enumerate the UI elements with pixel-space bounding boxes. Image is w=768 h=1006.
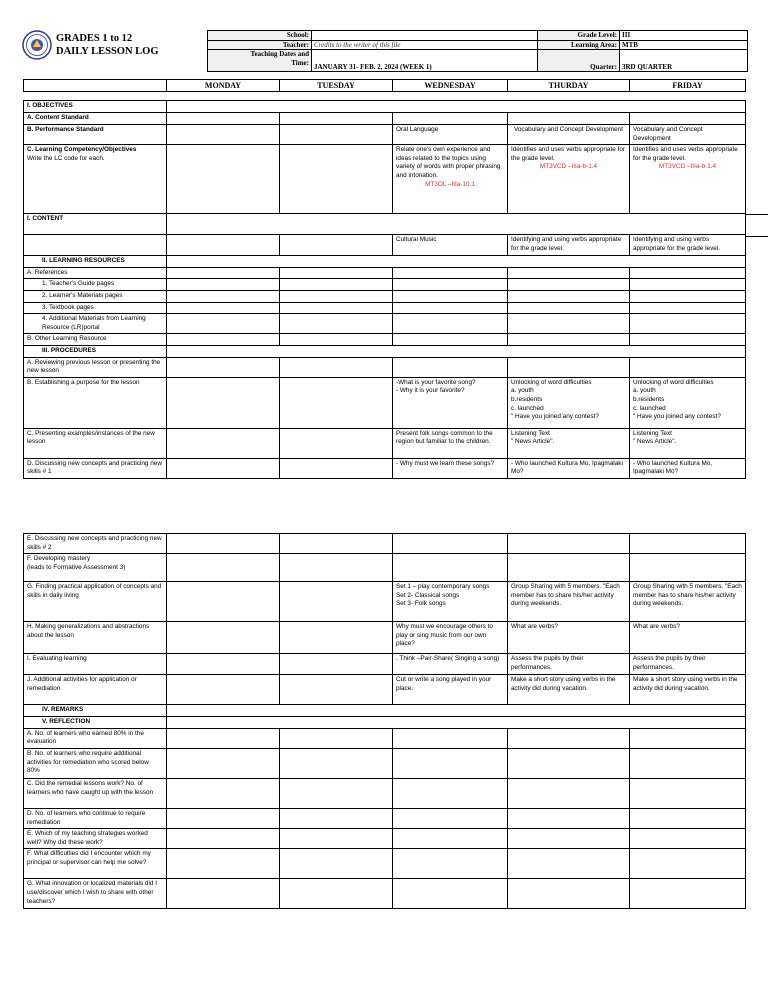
- proc-j-thursday[interactable]: Make a short story using verbs in the activity did during vacation.: [508, 675, 630, 705]
- lc-heading: C. Learning Competency/Objectives: [27, 146, 137, 154]
- learning-competency-label: [24, 145, 167, 214]
- cell[interactable]: [393, 778, 508, 808]
- proc-h-wednesday[interactable]: Why must we encourage others to play or sing music from our own place?: [393, 622, 508, 654]
- title-line-2: DAILY LESSON LOG: [56, 45, 159, 57]
- document-title: [56, 33, 159, 58]
- teaching-dates-label: [208, 50, 312, 72]
- proc-c-wednesday[interactable]: Present folk songs common to the region but familiar to the children.: [393, 428, 508, 458]
- cell[interactable]: [393, 302, 508, 314]
- cell[interactable]: [508, 534, 630, 554]
- cell[interactable]: [630, 290, 746, 302]
- cell[interactable]: [280, 357, 393, 377]
- cell[interactable]: [630, 748, 746, 778]
- cell[interactable]: [167, 849, 280, 879]
- proc-i-wednesday[interactable]: . Think –Pair-Share( Singing a song): [393, 654, 508, 675]
- proc-c-label: C. Presenting examples/instances of the new lesson: [24, 428, 167, 458]
- cell[interactable]: [167, 654, 280, 675]
- cell[interactable]: [167, 879, 280, 909]
- cell[interactable]: [508, 290, 630, 302]
- content-standard-label: A. Content Standard: [24, 113, 167, 125]
- cell[interactable]: [167, 377, 280, 428]
- cell[interactable]: [393, 748, 508, 778]
- procedures-span: [167, 345, 746, 357]
- ref-e-label: E. Which of my teaching strategies worked well? Why did these work?: [24, 829, 167, 849]
- cell[interactable]: [393, 849, 508, 879]
- cell[interactable]: [630, 829, 746, 849]
- cell[interactable]: [630, 554, 746, 582]
- resources-span: [167, 256, 746, 268]
- proc-h-label: H. Making generalizations and abstractions about the lesson: [24, 622, 167, 654]
- ref-a-label: A. No. of learners who earned 80% in the evaluation: [24, 728, 167, 748]
- cell[interactable]: [167, 314, 280, 334]
- content-blank-label: [24, 235, 167, 256]
- proc-g-friday[interactable]: Group Sharing with 5 members. "Each member has to share his/her activity during weekends.: [630, 582, 746, 622]
- cell[interactable]: [630, 534, 746, 554]
- cell[interactable]: [280, 554, 393, 582]
- day-header-table: [23, 79, 746, 92]
- lc-wednesday-text: Relate one's own experience and ideas related to the topics using variety of words with proper phrasing and intonation.: [396, 146, 501, 179]
- ref-b-label: B. No. of learners who require additional activities for remediation who scored below 80%: [24, 748, 167, 778]
- cell[interactable]: [280, 849, 393, 879]
- cell[interactable]: [280, 879, 393, 909]
- title-line-1: GRADES 1 to 12: [56, 33, 133, 44]
- cell[interactable]: [280, 334, 393, 346]
- teacher-value[interactable]: Credits to the writer of this file: [312, 40, 538, 50]
- school-value[interactable]: [312, 31, 538, 41]
- cell[interactable]: [393, 534, 508, 554]
- lc-thursday-code: MT3VCD –IIIa-b-1.4: [539, 163, 598, 171]
- cell[interactable]: [280, 675, 393, 705]
- day-header-friday: FRIDAY: [630, 80, 746, 92]
- cell[interactable]: [508, 334, 630, 346]
- lc-friday[interactable]: [630, 145, 746, 214]
- cell[interactable]: [280, 290, 393, 302]
- lc-friday-text: Identifies and uses verbs appropriate for the grade level.: [633, 146, 738, 162]
- quarter-label: Quarter:: [538, 50, 620, 72]
- lesson-log-table-part-1: [23, 100, 746, 479]
- content-wednesday[interactable]: Cultural Music: [393, 235, 508, 256]
- cell[interactable]: [630, 279, 746, 291]
- references-label: A. References: [24, 267, 167, 279]
- cell[interactable]: [280, 235, 393, 256]
- day-header-tuesday: TUESDAY: [280, 80, 393, 92]
- proc-b-thursday[interactable]: Unlocking of word difficulties a. youth b.residents c. launched " Have you joined any contest?: [508, 377, 630, 428]
- lc-subtext: Write the LC code for each.: [27, 154, 105, 162]
- cell[interactable]: [167, 748, 280, 778]
- cell[interactable]: [167, 582, 280, 622]
- proc-d-thursday[interactable]: - Who launched Kultura Mo, Ipagmalaki Mo?: [508, 458, 630, 478]
- proc-b-friday[interactable]: Unlocking of word difficulties a. youth b.residents c. launched " Have you joined any contest?: [630, 377, 746, 428]
- cell[interactable]: [508, 357, 630, 377]
- table-overflow-line: [745, 214, 768, 215]
- perf-thursday[interactable]: Vocabulary and Concept Development: [508, 125, 630, 145]
- proc-g-wednesday[interactable]: Set 1 – play contemporary songs Set 2- Classical songs Set 3- Folk songs: [393, 582, 508, 622]
- lc-friday-code: MT3VCD –IIIa-b-1.4: [658, 163, 717, 171]
- cell[interactable]: [393, 357, 508, 377]
- teacher-label: Teacher:: [208, 40, 312, 50]
- remarks-heading: IV. REMARKS: [24, 705, 167, 717]
- perf-friday[interactable]: Vocabulary and Concept Development: [630, 125, 746, 145]
- perf-wednesday[interactable]: Oral Language: [393, 125, 508, 145]
- cell[interactable]: [280, 728, 393, 748]
- cell[interactable]: [508, 113, 630, 125]
- performance-standard-label: B. Performance Standard: [24, 125, 167, 145]
- cell[interactable]: [167, 622, 280, 654]
- cell[interactable]: [393, 829, 508, 849]
- cell[interactable]: [393, 113, 508, 125]
- cell[interactable]: [167, 302, 280, 314]
- proc-j-label: J. Additional activities for application or remediation: [24, 675, 167, 705]
- cell[interactable]: [508, 748, 630, 778]
- cell[interactable]: [393, 728, 508, 748]
- ref-f-label: F. What difficulties did I encounter which my principal or supervisor can help me solve?: [24, 849, 167, 879]
- reflection-span: [167, 717, 746, 729]
- cell[interactable]: [280, 458, 393, 478]
- cell[interactable]: [167, 113, 280, 125]
- day-header-thursday: THURDAY: [508, 80, 630, 92]
- cell[interactable]: [508, 267, 630, 279]
- cell[interactable]: [508, 554, 630, 582]
- cell[interactable]: [630, 357, 746, 377]
- cell[interactable]: [630, 728, 746, 748]
- cell[interactable]: [167, 235, 280, 256]
- content-friday[interactable]: Identifying and using verbs appropriate for the grade level.: [630, 235, 746, 256]
- cell[interactable]: [167, 534, 280, 554]
- other-learning-resource: B. Other Learning Resource: [24, 334, 167, 346]
- ref-c-label: C. Did the remedial lessons work? No. of learners who have caught up with the lesson: [24, 778, 167, 808]
- cell[interactable]: [167, 778, 280, 808]
- cell[interactable]: [630, 314, 746, 334]
- learning-area-label: Learning Area:: [538, 40, 620, 50]
- cell[interactable]: [630, 113, 746, 125]
- lesson-log-table-part-2: [23, 533, 746, 909]
- cell[interactable]: [280, 314, 393, 334]
- cell[interactable]: [630, 778, 746, 808]
- proc-c-friday[interactable]: Listening Text " News Article".: [630, 428, 746, 458]
- cell[interactable]: [393, 290, 508, 302]
- objectives-heading: I. OBJECTIVES: [24, 101, 167, 113]
- cell[interactable]: [508, 302, 630, 314]
- ref-g-label: G. What innovation or localized materials did I use/discover which I wish to share with other teachers?: [24, 879, 167, 909]
- ref-d-label: D. No. of learners who continue to require remediation: [24, 808, 167, 828]
- cell[interactable]: [393, 279, 508, 291]
- school-label: School:: [208, 31, 312, 41]
- cell[interactable]: [280, 267, 393, 279]
- proc-d-wednesday[interactable]: - Why must we learn these songs?: [393, 458, 508, 478]
- grade-level-label: Grade Level:: [538, 31, 620, 41]
- cell[interactable]: [280, 778, 393, 808]
- cell[interactable]: [167, 290, 280, 302]
- cell[interactable]: [167, 125, 280, 145]
- day-header-monday: MONDAY: [167, 80, 280, 92]
- proc-h-thursday[interactable]: What are verbs?: [508, 622, 630, 654]
- cell[interactable]: [630, 302, 746, 314]
- cell[interactable]: [508, 879, 630, 909]
- cell[interactable]: [167, 554, 280, 582]
- cell[interactable]: [508, 314, 630, 334]
- reflection-heading: V. REFLECTION: [24, 717, 167, 729]
- cell[interactable]: [280, 808, 393, 828]
- proc-h-friday[interactable]: What are verbs?: [630, 622, 746, 654]
- quarter-value[interactable]: 3RD QUARTER: [620, 50, 748, 72]
- cell[interactable]: [167, 279, 280, 291]
- proc-j-friday[interactable]: Make a short story using verbs in the activity did during vacation.: [630, 675, 746, 705]
- cell[interactable]: [167, 458, 280, 478]
- ref-textbook: 3. Textbook pages: [24, 302, 167, 314]
- lc-thursday-text: Identifies and uses verbs appropriate for the grade level.: [511, 146, 626, 162]
- teaching-dates-label-1: Teaching Dates and: [250, 50, 309, 58]
- cell[interactable]: [167, 428, 280, 458]
- cell[interactable]: [167, 728, 280, 748]
- proc-a-label: A. Reviewing previous lesson or presenting the new lesson: [24, 357, 167, 377]
- cell[interactable]: [393, 554, 508, 582]
- teaching-dates-label-2: Time:: [291, 58, 309, 67]
- cell[interactable]: [280, 829, 393, 849]
- learning-area-value[interactable]: MTB: [620, 40, 748, 50]
- cell[interactable]: [167, 145, 280, 214]
- ref-learners-materials: 2. Learner's Materials pages: [24, 290, 167, 302]
- cell[interactable]: [280, 428, 393, 458]
- cell[interactable]: [280, 654, 393, 675]
- proc-f-label: F. Developing mastery (leads to Formative Assessment 3): [24, 554, 167, 582]
- cell[interactable]: [167, 267, 280, 279]
- cell[interactable]: [167, 334, 280, 346]
- cell[interactable]: [508, 829, 630, 849]
- cell[interactable]: [280, 302, 393, 314]
- cell[interactable]: [280, 113, 393, 125]
- cell[interactable]: [167, 357, 280, 377]
- cell[interactable]: [167, 808, 280, 828]
- cell[interactable]: [393, 879, 508, 909]
- cell[interactable]: [508, 849, 630, 879]
- cell[interactable]: [280, 279, 393, 291]
- proc-i-label: I. Evaluating learning: [24, 654, 167, 675]
- grade-level-value[interactable]: III: [620, 31, 748, 41]
- lc-wednesday[interactable]: [393, 145, 508, 214]
- cell[interactable]: [508, 728, 630, 748]
- table-overflow-line: [745, 236, 768, 237]
- lc-thursday[interactable]: [508, 145, 630, 214]
- cell[interactable]: [280, 622, 393, 654]
- cell[interactable]: [508, 279, 630, 291]
- cell[interactable]: [630, 334, 746, 346]
- remarks-span[interactable]: [167, 705, 746, 717]
- ref-teachers-guide: 1. Teacher's Guide pages: [24, 279, 167, 291]
- cell[interactable]: [280, 145, 393, 214]
- proc-b-wednesday[interactable]: -What is your favorite song? - Why it is your favorite?: [393, 377, 508, 428]
- proc-e-label: E. Discussing new concepts and practicing new skills # 2: [24, 534, 167, 554]
- objectives-span: [167, 101, 746, 113]
- cell[interactable]: [508, 778, 630, 808]
- cell[interactable]: [393, 267, 508, 279]
- cell[interactable]: [280, 125, 393, 145]
- cell[interactable]: [280, 748, 393, 778]
- day-header-blank: [24, 80, 167, 92]
- lc-wednesday-code: MT3OL –IIIa-10.1: [425, 180, 475, 188]
- proc-d-friday[interactable]: - Who launched Kultura Mo, Ipagmalaki Mo?: [630, 458, 746, 478]
- day-header-wednesday: WEDNESDAY: [393, 80, 508, 92]
- teaching-dates-value[interactable]: JANUARY 31- FEB. 2, 2024 (WEEK 1): [312, 50, 538, 72]
- proc-g-label: G. Finding practical application of concepts and skills in daily living: [24, 582, 167, 622]
- cell[interactable]: [630, 808, 746, 828]
- cell[interactable]: [167, 675, 280, 705]
- ref-lr-portal: 4. Additional Materials from Learning Resource (LR)portal: [24, 314, 167, 334]
- content-heading: I. CONTENT: [24, 214, 167, 235]
- cell[interactable]: [167, 829, 280, 849]
- cell[interactable]: [280, 534, 393, 554]
- proc-c-thursday[interactable]: Listening Text " News Article".: [508, 428, 630, 458]
- proc-i-friday[interactable]: Assess the pupils by their performances.: [630, 654, 746, 675]
- cell[interactable]: [508, 808, 630, 828]
- content-span: [167, 214, 746, 235]
- cell[interactable]: [280, 582, 393, 622]
- cell[interactable]: [280, 377, 393, 428]
- proc-g-thursday[interactable]: Group Sharing with 5 members. "Each member has to share his/her activity during weekends.: [508, 582, 630, 622]
- cell[interactable]: [630, 849, 746, 879]
- proc-j-wednesday[interactable]: Cut or write a song played in your place.: [393, 675, 508, 705]
- cell[interactable]: [630, 879, 746, 909]
- cell[interactable]: [393, 808, 508, 828]
- cell[interactable]: [393, 334, 508, 346]
- cell[interactable]: [393, 314, 508, 334]
- proc-b-label: B. Establishing a purpose for the lesson: [24, 377, 167, 428]
- content-thursday[interactable]: Identifying and using verbs appropriate for the grade level.: [508, 235, 630, 256]
- learning-resources-heading: II. LEARNING RESOURCES: [24, 256, 167, 268]
- deped-seal-icon: [22, 30, 52, 60]
- proc-i-thursday[interactable]: Assess the pupils by their performances.: [508, 654, 630, 675]
- proc-d-label: D. Discussing new concepts and practicing new skills # 1: [24, 458, 167, 478]
- cell[interactable]: [630, 267, 746, 279]
- header-info-table: [207, 30, 748, 72]
- procedures-heading: III. PROCEDURES: [24, 345, 167, 357]
